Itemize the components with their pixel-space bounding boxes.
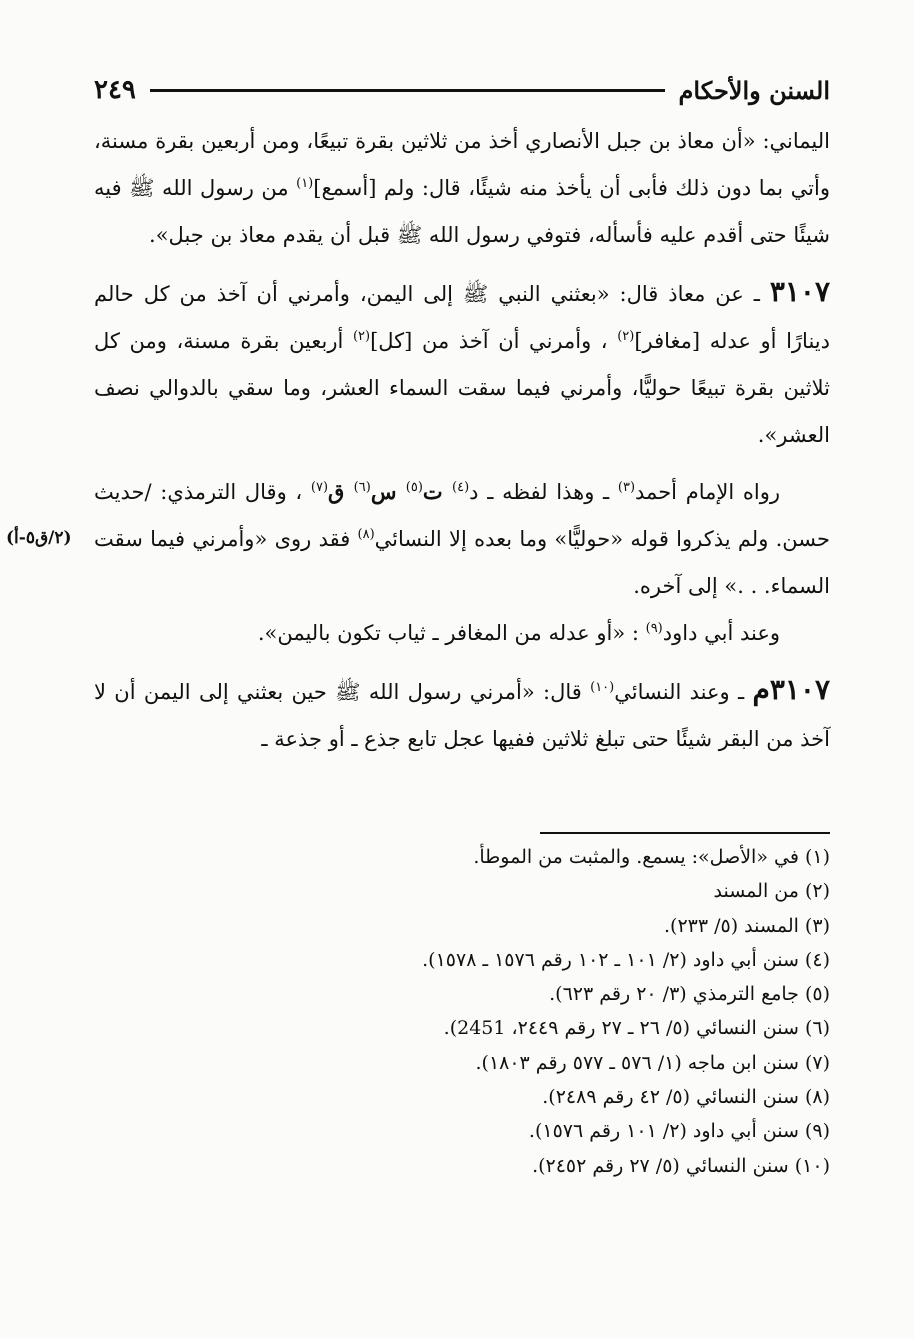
footnote-item: (١) في «الأصل»: يسمع. والمثبت من الموطأ. (473, 846, 830, 868)
text-line: روى «وأمرني فيما سقت السماء. . .» إلى آخره. (94, 527, 830, 598)
footnote-item: (٨) سنن النسائي (٥/ ٤٢ رقم ٢٤٨٩). (542, 1086, 830, 1109)
text-line: معاذ بن جبل». (149, 223, 277, 247)
text-line: ، وأمرني أن آخذ من [كل] (370, 329, 618, 353)
text-line: ـ وهذا لفظه ـ د (469, 480, 618, 504)
hadith-3107m (94, 666, 830, 763)
source-symbol: ت (422, 479, 453, 504)
footnote-marker[interactable]: (٣) (617, 480, 636, 495)
text-line: اليماني: «أن معاذ بن جبل الأنصاري أخذ من ثلاثين بقرة تبيعًا، ومن أربعين بقرة (155, 129, 830, 153)
source-symbol: ق (328, 479, 354, 504)
footnote-marker[interactable]: (٧) (310, 480, 329, 495)
page-header (94, 68, 830, 112)
text-line: ـ وعند النسائي (614, 680, 753, 704)
source-symbol: س (370, 479, 406, 504)
footnote-item: (٤) سنن أبي داود (٢/ ١٠١ ـ ١٠٢ رقم ١٥٧٦ ـ ١٥٧٨). (422, 948, 830, 971)
text-line: ـ عن معاذ قال: «بعثني النبي ﷺ إلى اليمن، وأمرني أن آخذ من كل (143, 282, 770, 306)
takhrij-paragraph (6, 468, 830, 610)
text-line: بالدوالي نصف العشر». (94, 376, 830, 447)
running-title: السنن والأحكام (678, 75, 830, 105)
text-line: الله ﷺ فيه شيئًا حتى أقدم عليه فأسأله، فتوفي رسول الله ﷺ قبل أن يقدم (94, 176, 830, 247)
text-line: وعند أبي داود (662, 621, 780, 645)
text-line: الترمذي: /حديث حسن. ولم يذكروا قوله «حوليًّا» وما بعده إلا النسائي (94, 480, 830, 551)
manuscript-margin-ref: (٢/ق٥-أ) (6, 528, 72, 548)
footnote-marker[interactable]: (٢) (617, 329, 635, 344)
footnote-item: (٧) سنن ابن ماجه (١/ ٥٧٦ ـ ٥٧٧ رقم ١٨٠٣). (475, 1051, 830, 1074)
footnote-marker[interactable]: (٩) (645, 621, 663, 636)
footnote-marker[interactable]: (٦) (353, 480, 371, 495)
text-line: ، وقال (244, 480, 311, 504)
text-line: حالم دينارًا أو عدله [مغافر] (94, 282, 830, 353)
text-line: مسنة، وأتي بما دون ذلك فأبى أن يأخذ منه شيئًا، قال: ولم [أسمع] (94, 129, 830, 200)
text-line: من رسول (200, 176, 297, 200)
footnote-item: (١٠) سنن النسائي (٥/ ٢٧ رقم ٢٤٥٢). (532, 1154, 830, 1177)
hadith-number: ٣١٠٧ (769, 275, 830, 308)
footnote-marker[interactable]: (٥) (405, 480, 423, 495)
header-rule (150, 89, 665, 92)
paragraph-continuation (94, 118, 830, 259)
abu-dawud-note (94, 610, 830, 657)
text-line: رواه الإمام أحمد (635, 480, 780, 504)
footnote-marker[interactable]: (١) (296, 176, 314, 191)
text-line: فقد (318, 527, 358, 551)
text-line: : «أو عدله من المغافر ـ ثياب تكون باليمن». (257, 621, 646, 645)
footnote-separator (540, 832, 830, 834)
text-line: ومن كل ثلاثين بقرة تبيعًا حوليًّا، وأمرني فيما سقت السماء العشر، وما سقي (94, 329, 830, 400)
footnote-item: (٩) سنن أبي داود (٢/ ١٠١ رقم ١٥٧٦). (528, 1120, 830, 1143)
footnote-item: (٢) من المسند (713, 880, 830, 903)
hadith-3107 (94, 268, 830, 459)
footnote-item: (٣) المسند (٥/ ٢٣٣). (663, 914, 830, 937)
footnote-marker[interactable]: (٢) (352, 329, 371, 344)
footnotes (94, 840, 830, 1183)
text-line: أربعين بقرة مسنة، (176, 329, 353, 353)
page-number: ٢٤٩ (94, 75, 136, 105)
footnote-marker[interactable]: (١٠) (590, 680, 615, 695)
footnote-marker[interactable]: (٤) (452, 480, 470, 495)
hadith-number: ٣١٠٧م (752, 673, 830, 706)
footnote-marker[interactable]: (٨) (357, 527, 375, 542)
footnote-item: (٦) سنن النسائي (٥/ ٢٦ ـ ٢٧ رقم ٢٤٤٩، 2451). (443, 1017, 830, 1040)
footnote-item: (٥) جامع الترمذي (٣/ ٢٠ رقم ٦٢٣). (549, 983, 830, 1006)
text-line: أن لا آخذ من البقر شيئًا حتى تبلغ ثلاثين ففيها عجل تابع جذع ـ أو جذعة ـ (94, 680, 830, 751)
text-line: قال: «أمرني رسول الله ﷺ حين بعثني إلى اليمن (143, 680, 591, 704)
main-text (6, 118, 830, 763)
